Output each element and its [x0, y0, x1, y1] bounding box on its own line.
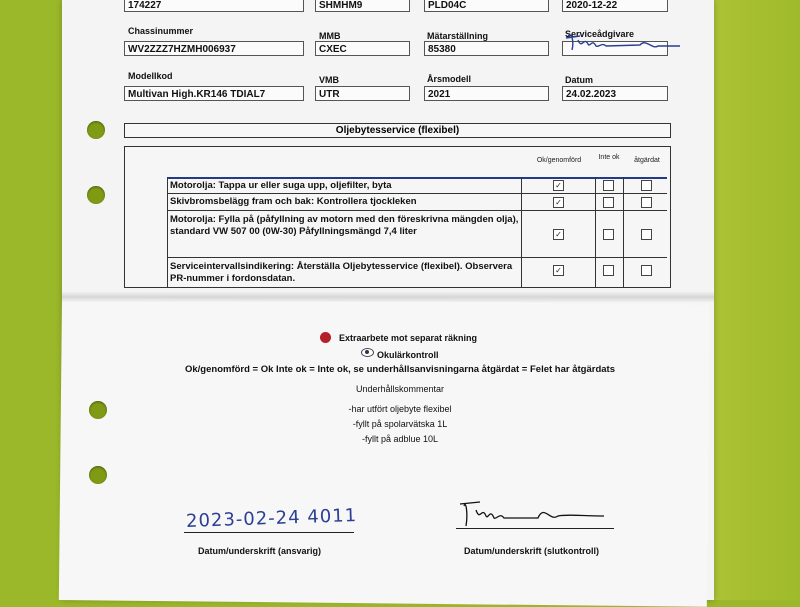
- punch-hole: [87, 186, 105, 204]
- vmb-label: VMB: [319, 75, 339, 85]
- not-ok-checkbox[interactable]: [603, 197, 614, 208]
- ok-checkbox[interactable]: ✓: [553, 197, 564, 208]
- table-divider: [521, 177, 522, 288]
- not-ok-checkbox[interactable]: [603, 229, 614, 240]
- col-not-ok-header: Inte ok: [598, 154, 620, 161]
- fixed-checkbox[interactable]: [641, 265, 652, 276]
- table-divider: [167, 177, 168, 288]
- year-field: 2021: [424, 86, 549, 101]
- table-row: [167, 177, 667, 193]
- comment-line: -fyllt på adblue 10L: [361, 434, 439, 444]
- fixed-checkbox[interactable]: [641, 197, 652, 208]
- right-signature-label: Datum/underskrift (slutkontroll): [464, 546, 600, 556]
- ok-checkbox[interactable]: ✓: [553, 180, 564, 191]
- section-title: Oljebytesservice (flexibel): [124, 123, 671, 138]
- punch-hole: [87, 121, 105, 139]
- field-order-number: 174227: [124, 0, 304, 12]
- handwritten-date: 2023-02-24 4011: [185, 505, 358, 532]
- chassis-field: WV2ZZZ7HZMH006937: [124, 41, 304, 56]
- date-label: Datum: [565, 75, 594, 85]
- advisor-signature: [560, 28, 690, 56]
- table-row: [167, 193, 667, 210]
- service-table: [124, 146, 671, 288]
- table-divider: [595, 177, 596, 288]
- legend-extra: Extraarbete mot separat räkning: [339, 333, 478, 343]
- background-surface: [706, 0, 800, 600]
- row-text: Motorolja: Tappa ur eller suga upp, oljefilter, byta: [170, 180, 392, 191]
- row-text: Serviceintervallsindikering: Återställa Oljebytesservice (flexibel). Observera PR-nummer i fordonsdatan.: [170, 261, 513, 284]
- mmb-field: CXEC: [315, 41, 410, 56]
- field-code-2: PLD04C: [424, 0, 549, 12]
- fixed-checkbox[interactable]: [641, 229, 652, 240]
- punch-hole: [89, 466, 107, 484]
- vmb-field: UTR: [315, 86, 410, 101]
- signature-line: [456, 528, 614, 529]
- field-date-1: 2020-12-22: [562, 0, 668, 12]
- year-label: Årsmodell: [427, 74, 472, 84]
- paper-fold: [62, 292, 714, 302]
- table-row: [167, 257, 667, 288]
- date-field: 24.02.2023: [562, 86, 668, 101]
- ok-checkbox[interactable]: ✓: [553, 265, 564, 276]
- ok-checkbox[interactable]: ✓: [553, 229, 564, 240]
- legend-ocular: Okulärkontroll: [377, 350, 439, 360]
- row-text: Motorolja: Fylla på (påfyllning av motorn med den föreskrivna mängden olja), standard VW 507 00 (0W-30) Påfyllningsmängd 7,4 liter: [170, 214, 519, 237]
- chassis-label: Chassinummer: [128, 26, 194, 36]
- not-ok-checkbox[interactable]: [603, 180, 614, 191]
- comments-title: Underhållskommentar: [355, 384, 445, 394]
- right-signature: [454, 492, 624, 532]
- not-ok-checkbox[interactable]: [603, 265, 614, 276]
- model-field: Multivan High.KR146 TDIAL7: [124, 86, 304, 101]
- left-signature-label: Datum/underskrift (ansvarig): [198, 546, 322, 556]
- comment-line: -fyllt på spolarvätska 1L: [352, 419, 448, 429]
- legend-explanation: Ok/genomförd = Ok Inte ok = Inte ok, se underhållsanvisningarna åtgärdat = Felet har åtgärdats: [185, 364, 615, 375]
- row-text: Skivbromsbelägg fram och bak: Kontrollera tjockleken: [170, 196, 417, 207]
- advisor-label: Serviceådgivare: [565, 29, 635, 39]
- meter-field: 85380: [424, 41, 549, 56]
- mmb-label: MMB: [319, 31, 341, 41]
- col-fixed-header: åtgärdat: [634, 157, 660, 164]
- meter-label: Mätarställning: [427, 31, 489, 41]
- comment-line: -har utfört oljebyte flexibel: [348, 404, 452, 414]
- table-divider: [623, 177, 624, 288]
- model-label: Modellkod: [128, 71, 173, 81]
- signature-line: [184, 532, 354, 533]
- col-ok-header: Ok/genomförd: [536, 157, 582, 164]
- fixed-checkbox[interactable]: [641, 180, 652, 191]
- field-code: SHMHM9: [315, 0, 410, 12]
- red-dot-icon: [320, 332, 331, 343]
- paper-sheet-lower: [59, 298, 710, 607]
- eye-icon: [361, 348, 374, 357]
- table-row: [167, 210, 667, 257]
